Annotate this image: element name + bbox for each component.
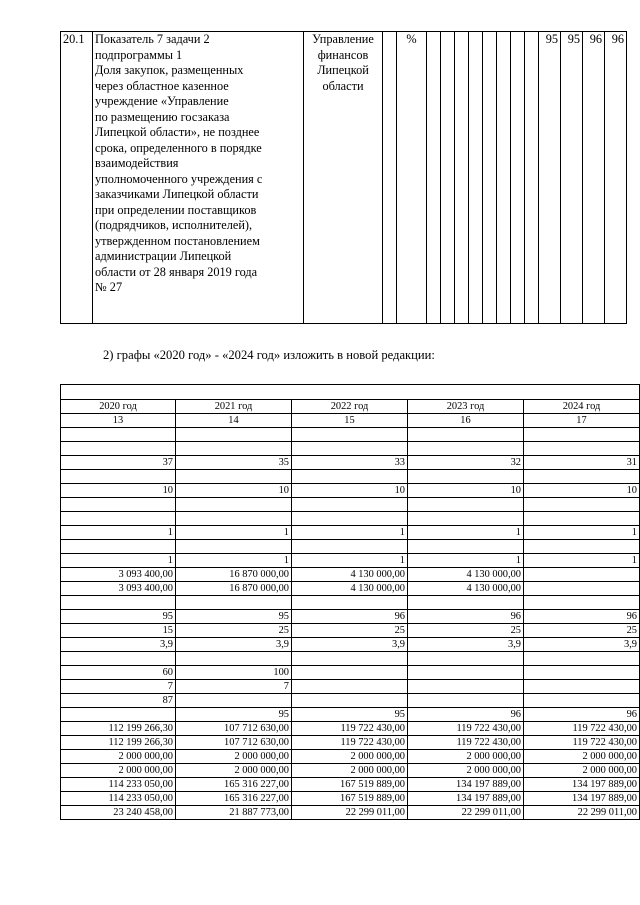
table-cell: 2 000 000,00 bbox=[61, 750, 176, 764]
table-cell bbox=[61, 596, 176, 610]
column-number: 17 bbox=[524, 414, 640, 428]
table-row bbox=[61, 666, 640, 680]
table-cell: 119 722 430,00 bbox=[408, 722, 524, 736]
table-row bbox=[61, 722, 640, 736]
table-cell bbox=[292, 652, 408, 666]
table-cell: 10 bbox=[61, 484, 176, 498]
table-cell bbox=[524, 680, 640, 694]
table-cell: 114 233 050,00 bbox=[61, 778, 176, 792]
table-row bbox=[61, 638, 640, 652]
table-cell bbox=[292, 680, 408, 694]
table-cell bbox=[61, 652, 176, 666]
table-cell bbox=[524, 694, 640, 708]
table-cell: 21 887 773,00 bbox=[176, 806, 292, 820]
table-cell bbox=[292, 540, 408, 554]
table-cell bbox=[61, 442, 176, 456]
table-cell: 25 bbox=[176, 624, 292, 638]
column-number: 14 bbox=[176, 414, 292, 428]
indicator-line: № 27 bbox=[95, 280, 123, 294]
table-cell bbox=[176, 512, 292, 526]
empty-cell bbox=[525, 32, 539, 324]
value-cell: 95 bbox=[561, 32, 583, 324]
table-row bbox=[61, 568, 640, 582]
column-number: 13 bbox=[61, 414, 176, 428]
year-header: 2020 год bbox=[61, 400, 176, 414]
table-cell: 23 240 458,00 bbox=[61, 806, 176, 820]
table-cell: 1 bbox=[292, 554, 408, 568]
table-row bbox=[61, 736, 640, 750]
executor-line: финансов bbox=[317, 47, 369, 62]
table-cell: 134 197 889,00 bbox=[408, 778, 524, 792]
table-cell: 3,9 bbox=[176, 638, 292, 652]
table-cell: 1 bbox=[176, 554, 292, 568]
table-cell: 2 000 000,00 bbox=[61, 764, 176, 778]
table-cell bbox=[61, 498, 176, 512]
amendment-paragraph: 2) графы «2020 год» - «2024 год» изложить в новой редакции: bbox=[103, 348, 435, 362]
table-cell: 134 197 889,00 bbox=[408, 792, 524, 806]
table-cell: 16 870 000,00 bbox=[176, 582, 292, 596]
column-number: 16 bbox=[408, 414, 524, 428]
table-cell bbox=[524, 442, 640, 456]
table-cell bbox=[524, 498, 640, 512]
empty-cell bbox=[497, 32, 511, 324]
table-cell: 1 bbox=[524, 526, 640, 540]
table-cell bbox=[61, 428, 176, 442]
table-row bbox=[61, 694, 640, 708]
indicator-line: через областное казенное bbox=[95, 78, 229, 93]
table-cell bbox=[524, 568, 640, 582]
table-cell: 25 bbox=[292, 624, 408, 638]
table-cell bbox=[61, 470, 176, 484]
table-cell bbox=[524, 470, 640, 484]
table-cell: 134 197 889,00 bbox=[524, 792, 640, 806]
table-cell: 96 bbox=[524, 708, 640, 722]
table-cell bbox=[408, 498, 524, 512]
table-cell: 10 bbox=[292, 484, 408, 498]
indicator-line: администрации Липецкой bbox=[95, 249, 232, 263]
table-cell: 2 000 000,00 bbox=[524, 764, 640, 778]
table-cell: 112 199 266,30 bbox=[61, 736, 176, 750]
table-cell: 165 316 227,00 bbox=[176, 778, 292, 792]
table-cell: 2 000 000,00 bbox=[292, 750, 408, 764]
table-cell: 2 000 000,00 bbox=[408, 750, 524, 764]
indicator-line: (подрядчиков, исполнителей), bbox=[95, 218, 253, 232]
table-top-row bbox=[61, 385, 640, 400]
table-cell: 2 000 000,00 bbox=[176, 764, 292, 778]
table-cell bbox=[408, 652, 524, 666]
table-row bbox=[61, 498, 640, 512]
table-cell bbox=[408, 680, 524, 694]
executor-line: Липецкой bbox=[317, 63, 369, 77]
table-cell bbox=[524, 652, 640, 666]
table-cell: 22 299 011,00 bbox=[524, 806, 640, 820]
table-cell: 10 bbox=[408, 484, 524, 498]
table-cell bbox=[292, 666, 408, 680]
table-cell: 3,9 bbox=[408, 638, 524, 652]
table-cell: 33 bbox=[292, 456, 408, 470]
year-header: 2023 год bbox=[408, 400, 524, 414]
table-cell: 60 bbox=[61, 666, 176, 680]
empty-cell bbox=[441, 32, 455, 324]
table-cell: 1 bbox=[524, 554, 640, 568]
table-cell bbox=[292, 428, 408, 442]
table-cell: 119 722 430,00 bbox=[292, 736, 408, 750]
table-cell: 37 bbox=[61, 456, 176, 470]
value-cell: 96 bbox=[583, 32, 605, 324]
table-cell bbox=[292, 470, 408, 484]
table-cell: 1 bbox=[408, 526, 524, 540]
indicator-line: области от 28 января 2019 года bbox=[95, 264, 258, 279]
table-cell: 3,9 bbox=[61, 638, 176, 652]
indicator-line: по размещению госзаказа bbox=[95, 109, 230, 124]
table-cell: 35 bbox=[176, 456, 292, 470]
empty-cell bbox=[455, 32, 469, 324]
table-cell: 119 722 430,00 bbox=[408, 736, 524, 750]
table-cell bbox=[176, 442, 292, 456]
table-cell: 3 093 400,00 bbox=[61, 568, 176, 582]
indicator-line: срока, определенного в порядке bbox=[95, 140, 262, 155]
table-cell bbox=[524, 666, 640, 680]
table-cell: 4 130 000,00 bbox=[292, 582, 408, 596]
empty-cell bbox=[427, 32, 441, 324]
empty-cell bbox=[483, 32, 497, 324]
table-row bbox=[61, 624, 640, 638]
table-row bbox=[61, 764, 640, 778]
table-cell bbox=[408, 694, 524, 708]
table-cell bbox=[408, 470, 524, 484]
table-cell: 2 000 000,00 bbox=[524, 750, 640, 764]
table-cell: 1 bbox=[408, 554, 524, 568]
table-cell bbox=[176, 498, 292, 512]
table-cell bbox=[408, 442, 524, 456]
empty-cell bbox=[511, 32, 525, 324]
table-cell: 167 519 889,00 bbox=[292, 792, 408, 806]
table-cell: 3,9 bbox=[292, 638, 408, 652]
table-cell: 95 bbox=[61, 610, 176, 624]
table-cell: 4 130 000,00 bbox=[408, 582, 524, 596]
table-row bbox=[61, 582, 640, 596]
executor bbox=[304, 32, 383, 324]
table-cell: 95 bbox=[176, 708, 292, 722]
table-cell bbox=[61, 512, 176, 526]
table-row bbox=[61, 428, 640, 442]
table-cell: 4 130 000,00 bbox=[408, 568, 524, 582]
table-cell: 114 233 050,00 bbox=[61, 792, 176, 806]
table-cell: 16 870 000,00 bbox=[176, 568, 292, 582]
table-row bbox=[61, 470, 640, 484]
table-cell: 96 bbox=[408, 610, 524, 624]
table-cell bbox=[292, 512, 408, 526]
table-cell: 1 bbox=[61, 526, 176, 540]
table-row bbox=[61, 778, 640, 792]
table-cell: 3 093 400,00 bbox=[61, 582, 176, 596]
table-cell: 167 519 889,00 bbox=[292, 778, 408, 792]
table-row bbox=[61, 484, 640, 498]
indicator-table bbox=[60, 31, 627, 324]
table-cell: 134 197 889,00 bbox=[524, 778, 640, 792]
table-cell: 25 bbox=[524, 624, 640, 638]
table-cell: 7 bbox=[176, 680, 292, 694]
years-table bbox=[60, 384, 640, 820]
table-cell bbox=[61, 540, 176, 554]
indicator-line: подпрограммы 1 bbox=[95, 47, 183, 62]
table-row bbox=[61, 610, 640, 624]
empty-cell bbox=[383, 32, 397, 324]
table-cell: 4 130 000,00 bbox=[292, 568, 408, 582]
table-cell: 96 bbox=[292, 610, 408, 624]
table-cell: 10 bbox=[176, 484, 292, 498]
table-cell: 119 722 430,00 bbox=[292, 722, 408, 736]
table-cell: 1 bbox=[61, 554, 176, 568]
table-cell bbox=[292, 694, 408, 708]
table-cell: 95 bbox=[176, 610, 292, 624]
table-cell: 7 bbox=[61, 680, 176, 694]
row-number: 20.1 bbox=[61, 32, 93, 324]
year-header: 2022 год bbox=[292, 400, 408, 414]
table-cell: 25 bbox=[408, 624, 524, 638]
table-cell bbox=[292, 498, 408, 512]
table-cell bbox=[524, 428, 640, 442]
indicator-line: Доля закупок, размещенных bbox=[95, 63, 244, 77]
column-number: 15 bbox=[292, 414, 408, 428]
table-row bbox=[61, 750, 640, 764]
table-cell bbox=[176, 470, 292, 484]
table-cell bbox=[176, 596, 292, 610]
table-row bbox=[61, 512, 640, 526]
table-cell: 107 712 630,00 bbox=[176, 722, 292, 736]
table-cell: 87 bbox=[61, 694, 176, 708]
table-cell: 112 199 266,30 bbox=[61, 722, 176, 736]
table-cell bbox=[176, 694, 292, 708]
table-cell bbox=[292, 596, 408, 610]
year-header: 2021 год bbox=[176, 400, 292, 414]
table-cell: 2 000 000,00 bbox=[176, 750, 292, 764]
indicator-line: Липецкой области», не позднее bbox=[95, 125, 260, 139]
indicator-description bbox=[93, 32, 304, 324]
table-cell: 96 bbox=[408, 708, 524, 722]
table-cell: 3,9 bbox=[524, 638, 640, 652]
table-row bbox=[61, 792, 640, 806]
unit: % bbox=[397, 32, 427, 324]
indicator-line: заказчиками Липецкой области bbox=[95, 187, 259, 201]
table-row bbox=[61, 596, 640, 610]
table-row bbox=[61, 442, 640, 456]
table-cell: 1 bbox=[292, 526, 408, 540]
table-cell: 22 299 011,00 bbox=[292, 806, 408, 820]
empty-cell bbox=[469, 32, 483, 324]
table-cell bbox=[408, 540, 524, 554]
table-cell bbox=[176, 540, 292, 554]
table-cell bbox=[524, 596, 640, 610]
indicator-line: учреждение «Управление bbox=[95, 94, 229, 108]
table-row bbox=[61, 806, 640, 820]
table-cell bbox=[524, 582, 640, 596]
table-row bbox=[61, 708, 640, 722]
value-cell: 96 bbox=[605, 32, 627, 324]
table-row bbox=[61, 526, 640, 540]
indicator-line: уполномоченного учреждения с bbox=[95, 171, 263, 186]
indicator-line: утвержденном постановлением bbox=[95, 233, 260, 248]
table-cell: 119 722 430,00 bbox=[524, 722, 640, 736]
table-cell: 165 316 227,00 bbox=[176, 792, 292, 806]
indicator-line: при определении поставщиков bbox=[95, 202, 257, 217]
table-cell bbox=[408, 512, 524, 526]
table-cell bbox=[176, 652, 292, 666]
table-cell bbox=[408, 596, 524, 610]
table-cell bbox=[408, 666, 524, 680]
table-cell: 100 bbox=[176, 666, 292, 680]
table-cell: 2 000 000,00 bbox=[408, 764, 524, 778]
year-header: 2024 год bbox=[524, 400, 640, 414]
table-cell: 107 712 630,00 bbox=[176, 736, 292, 750]
table-cell: 32 bbox=[408, 456, 524, 470]
table-cell bbox=[176, 428, 292, 442]
table-cell: 119 722 430,00 bbox=[524, 736, 640, 750]
executor-line: области bbox=[322, 78, 364, 93]
value-cell: 95 bbox=[539, 32, 561, 324]
table-cell bbox=[292, 442, 408, 456]
table-row bbox=[61, 680, 640, 694]
executor-line: Управление bbox=[312, 32, 374, 46]
table-cell: 22 299 011,00 bbox=[408, 806, 524, 820]
table-cell: 31 bbox=[524, 456, 640, 470]
table-cell: 95 bbox=[292, 708, 408, 722]
table-row bbox=[61, 652, 640, 666]
indicator-line: Показатель 7 задачи 2 bbox=[95, 32, 210, 46]
table-cell bbox=[524, 512, 640, 526]
table-row bbox=[61, 456, 640, 470]
table-cell bbox=[524, 540, 640, 554]
table-cell: 10 bbox=[524, 484, 640, 498]
table-cell: 96 bbox=[524, 610, 640, 624]
table-cell bbox=[61, 708, 176, 722]
table-cell: 1 bbox=[176, 526, 292, 540]
table-cell bbox=[408, 428, 524, 442]
table-row bbox=[61, 540, 640, 554]
table-cell: 15 bbox=[61, 624, 176, 638]
indicator-line: взаимодействия bbox=[95, 156, 179, 170]
table-cell: 2 000 000,00 bbox=[292, 764, 408, 778]
table-row bbox=[61, 554, 640, 568]
